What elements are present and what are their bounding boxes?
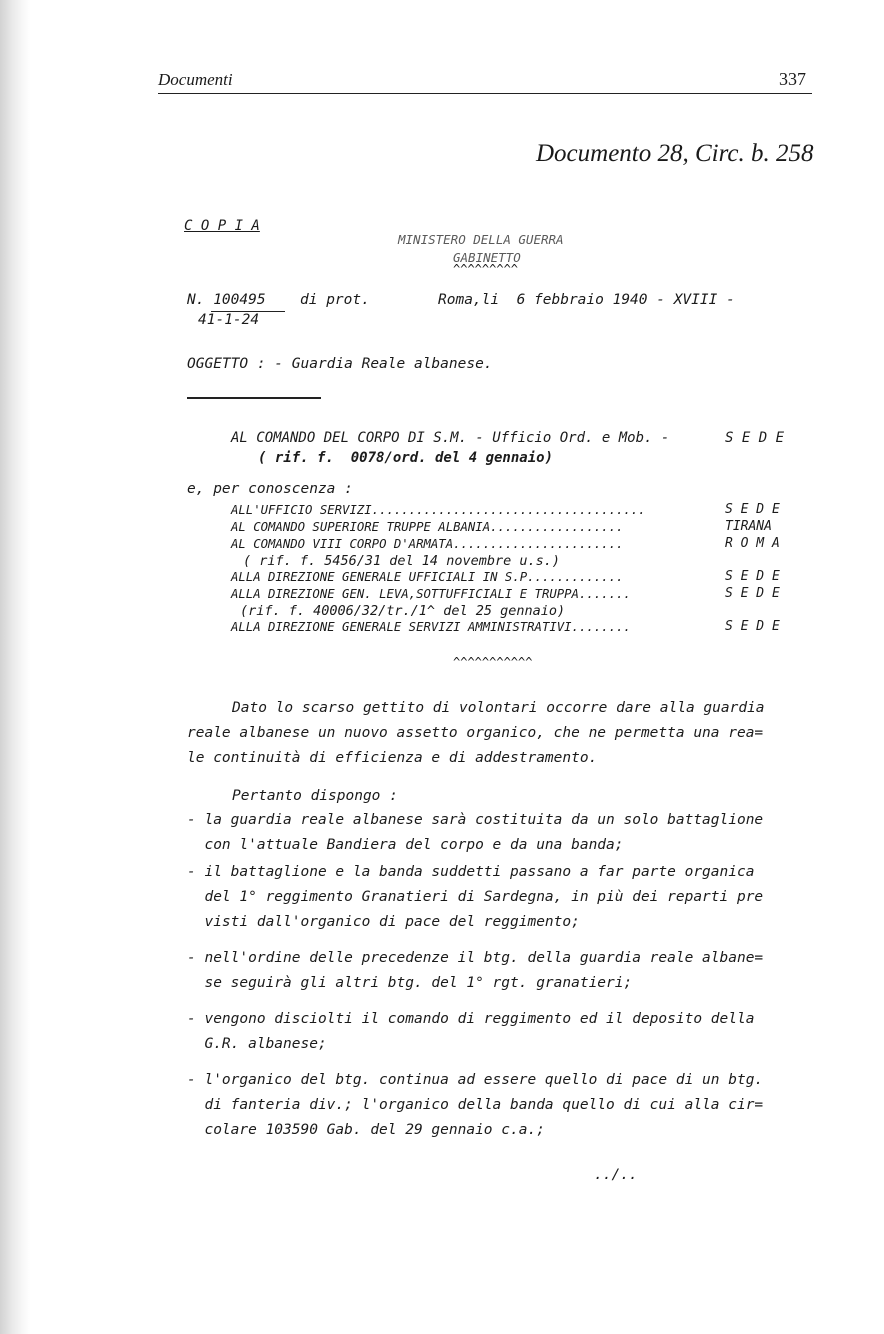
item-2-line-1: - il battaglione e la banda suddetti passano a far parte organica	[187, 864, 755, 880]
item-4-line-2: G.R. albanese;	[187, 1036, 327, 1052]
intro-line-3: le continuità di efficienza e di addestramento.	[187, 750, 598, 766]
running-header-section: Documenti	[158, 70, 233, 89]
letterhead-ornament: ^^^^^^^^^	[453, 262, 519, 276]
intro-line-2: reale albanese un nuovo assetto organico, che ne permetta una rea=	[187, 725, 764, 741]
cc-line-1: ALL'UFFICIO SERVIZI.....................................	[231, 503, 646, 517]
item-5-line-1: - l'organico del btg. continua ad essere quello di pace di un btg.	[187, 1072, 764, 1088]
cc-dest-8: S E D E	[725, 619, 780, 634]
copy-label: C O P I A	[184, 218, 260, 234]
recipient-main-dest: S E D E	[725, 430, 785, 446]
recipient-main-ref: ( rif. f. 0078/ord. del 4 gennaio)	[258, 450, 554, 466]
file-code: 41-1-24	[198, 312, 260, 328]
item-5-line-3: colare 103590 Gab. del 29 gennaio c.a.;	[187, 1122, 545, 1138]
recipients-ornament: ^^^^^^^^^^^	[453, 655, 533, 669]
page-gutter-shadow	[0, 0, 30, 1334]
protocol-suffix: di prot.	[300, 292, 370, 308]
item-4-line-1: - vengono disciolti il comando di reggimento ed il deposito della	[187, 1011, 755, 1027]
item-3-line-1: - nell'ordine delle precedenze il btg. della guardia reale albane=	[187, 950, 764, 966]
recipient-main-line: AL COMANDO DEL CORPO DI S.M. - Ufficio Ord. e Mob. -	[231, 430, 670, 446]
cc-label: e, per conoscenza :	[187, 481, 353, 497]
dispose-line: Pertanto dispongo :	[232, 788, 398, 804]
cc-line-7: (rif. f. 40006/32/tr./1^ del 25 gennaio)	[240, 603, 566, 619]
item-1-line-2: con l'attuale Bandiera del corpo e da una banda;	[187, 837, 624, 853]
item-1-line-1: - la guardia reale albanese sarà costituita da un solo battaglione	[187, 812, 764, 828]
item-2-line-2: del 1° reggimento Granatieri di Sardegna, in più dei reparti pre	[187, 889, 764, 905]
cc-line-5: ALLA DIREZIONE GENERALE UFFICIALI IN S.P.............	[231, 570, 624, 584]
cc-dest-6: S E D E	[725, 586, 780, 601]
item-2-line-3: visti dall'organico di pace del reggimento;	[187, 914, 580, 930]
cc-line-6: ALLA DIREZIONE GEN. LEVA,SOTTUFFICIALI E TRUPPA.......	[231, 587, 631, 601]
cc-dest-3: R O M A	[725, 536, 780, 551]
intro-line-1: Dato lo scarso gettito di volontari occorre dare alla guardia	[232, 700, 765, 716]
subject-line: OGGETTO : - Guardia Reale albanese.	[187, 356, 493, 372]
continued-mark: ../..	[594, 1167, 638, 1183]
cc-dest-1: S E D E	[725, 502, 780, 517]
cc-line-4: ( rif. f. 5456/31 del 14 novembre u.s.)	[243, 553, 560, 569]
item-3-line-2: se seguirà gli altri btg. del 1° rgt. granatieri;	[187, 975, 633, 991]
office-name: GABINETTO	[453, 250, 521, 265]
cc-dest-5: S E D E	[725, 569, 780, 584]
place-date: Roma,li 6 febbraio 1940 - XVIII -	[438, 292, 735, 308]
ministry-name: MINISTERO DELLA GUERRA	[398, 232, 564, 247]
cc-line-8: ALLA DIREZIONE GENERALE SERVIZI AMMINISTRATIVI........	[231, 620, 631, 634]
subject-rule	[187, 397, 321, 399]
header-rule	[158, 93, 812, 94]
protocol-number: N. 100495	[187, 292, 266, 308]
cc-line-3: AL COMANDO VIII CORPO D'ARMATA.......................	[231, 537, 624, 551]
document-title: Documento 28, Circ. b. 258	[536, 140, 814, 167]
cc-line-2: AL COMANDO SUPERIORE TRUPPE ALBANIA..................	[231, 520, 624, 534]
cc-dest-2: TIRANA	[725, 519, 772, 534]
page-number: 337	[779, 69, 806, 89]
item-5-line-2: di fanteria div.; l'organico della banda quello di cui alla cir=	[187, 1097, 764, 1113]
